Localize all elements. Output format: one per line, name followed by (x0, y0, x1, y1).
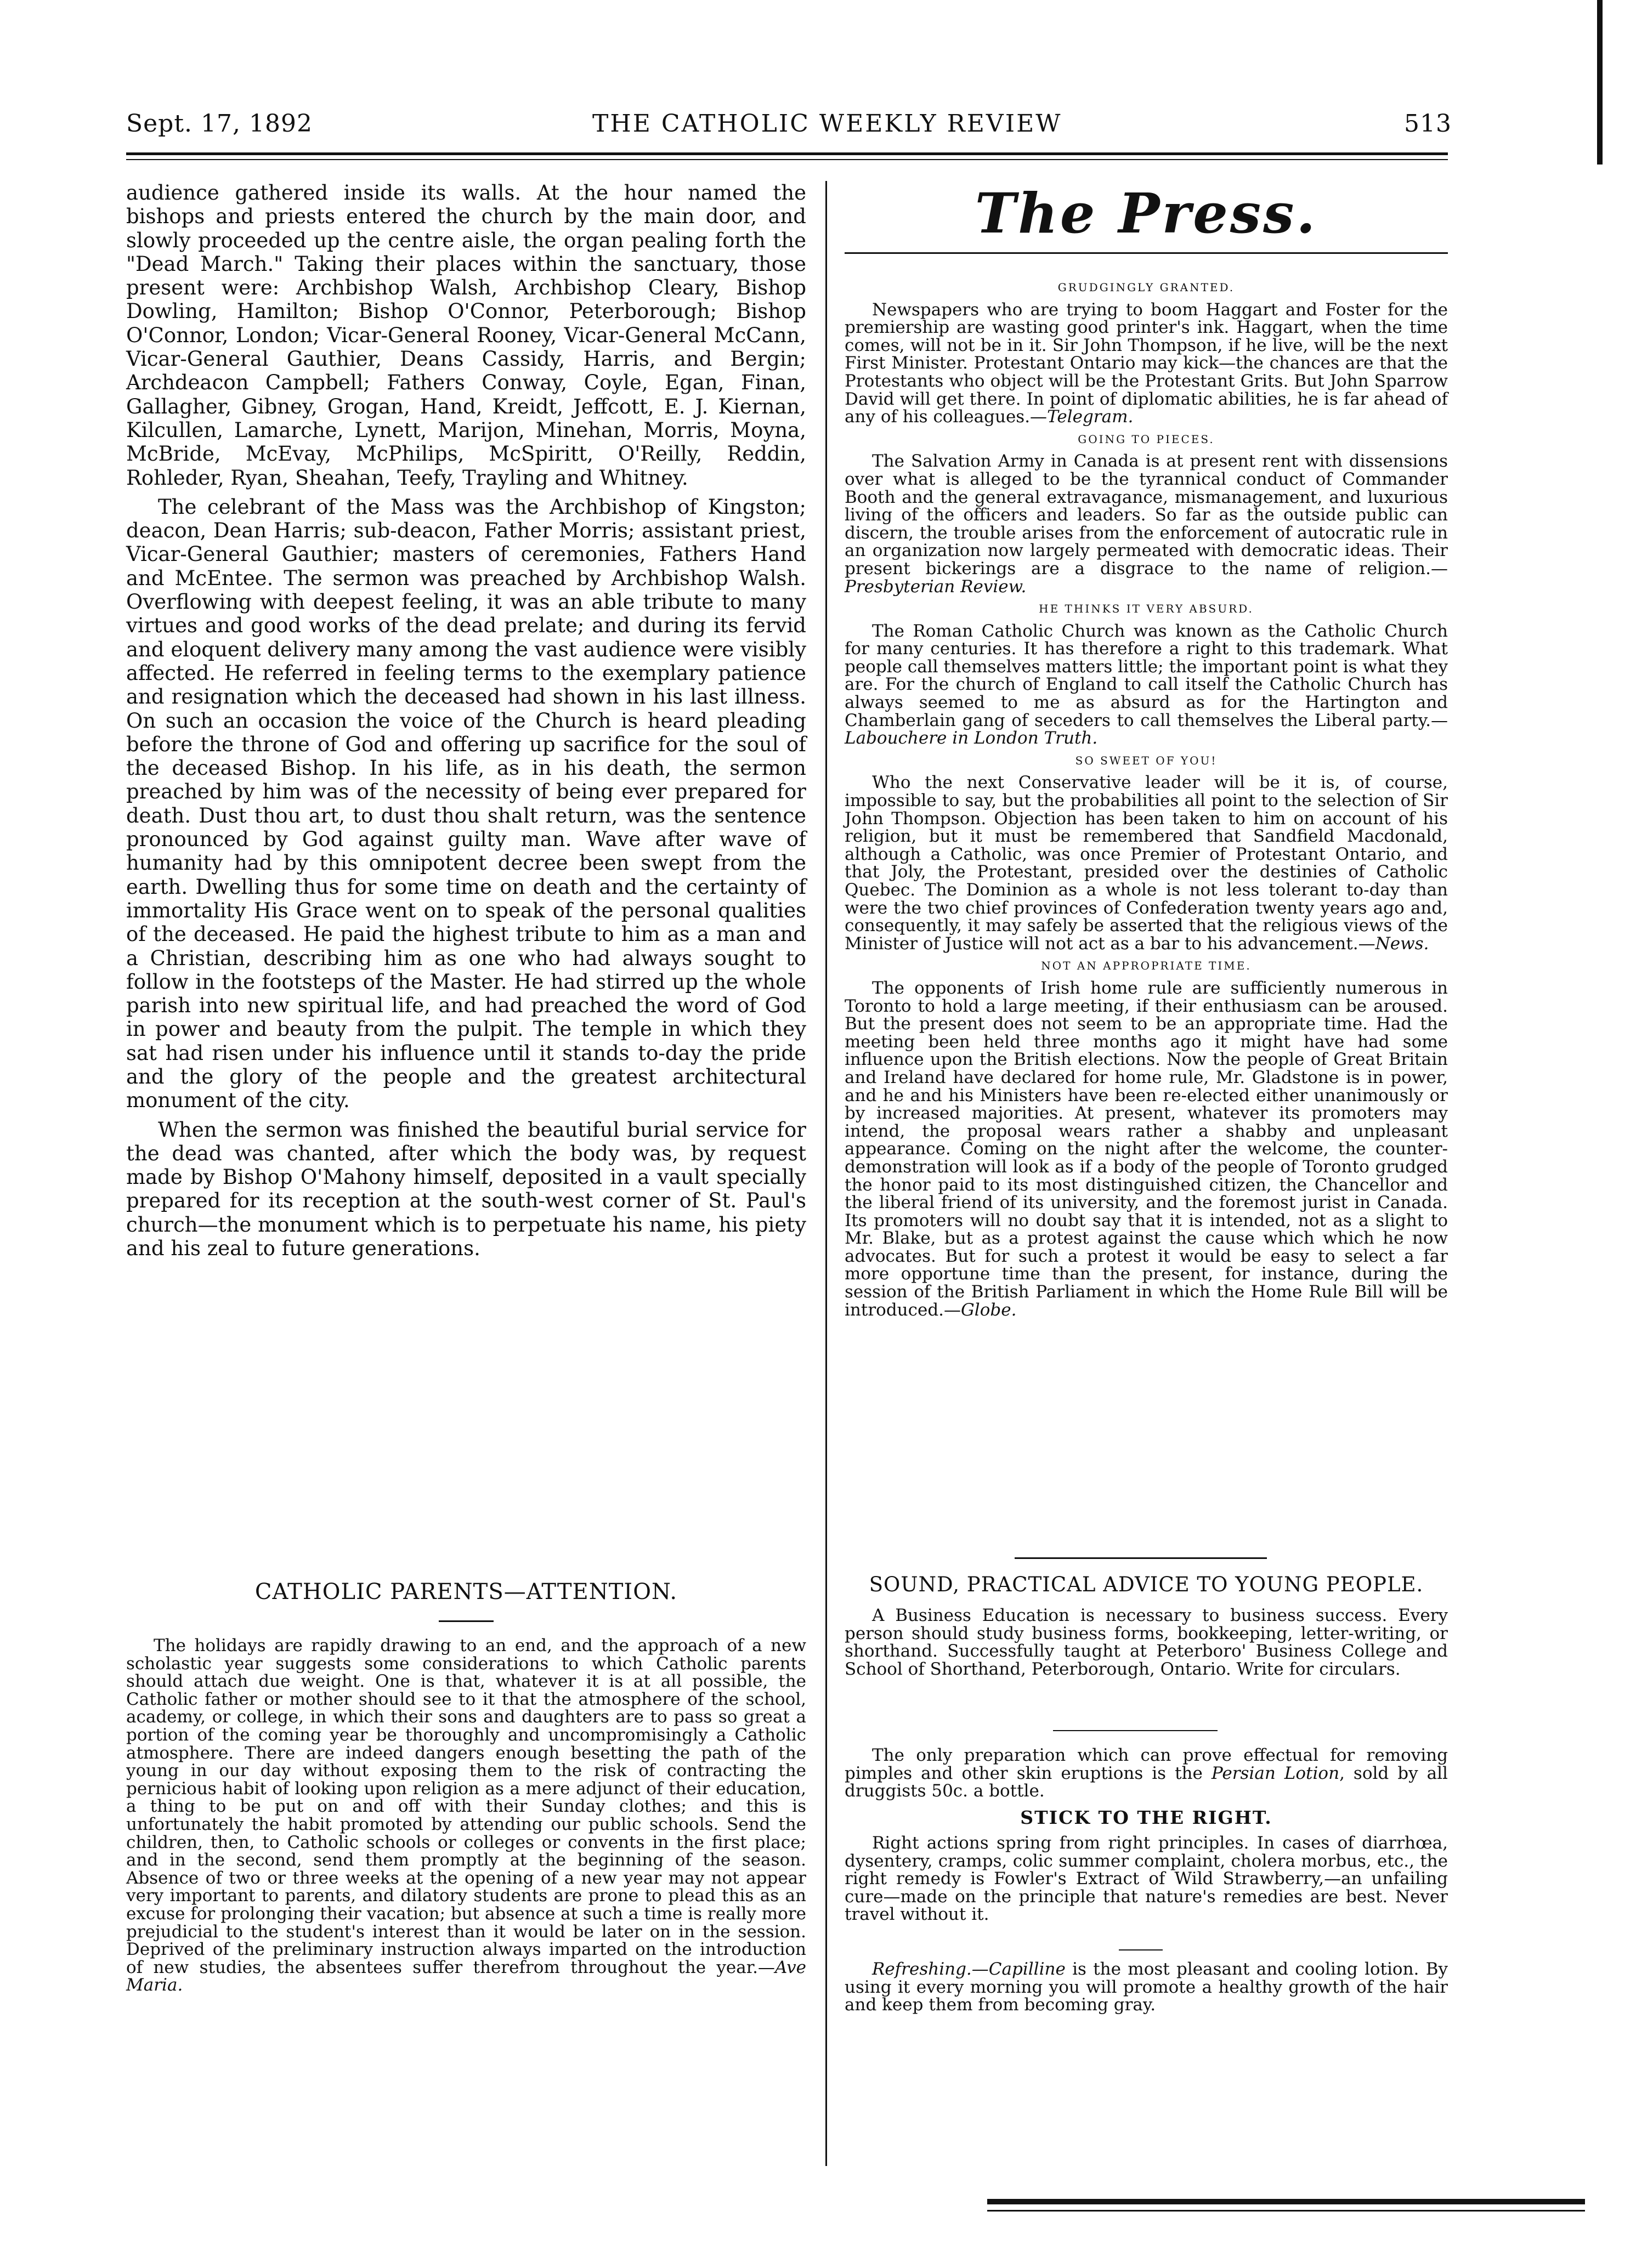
lotion-rule (1053, 1730, 1218, 1731)
very-absurd-source: Labouchere in London Truth. (845, 728, 1098, 749)
very-absurd-body: The Roman Catholic Church was known as the Catholic Church for many centuries. It has therefore a right to this trademark. What people call themselves matters little; the important point is what they are. For the church of England to call itself the Catholic Church has always seemed to me as absurd as for the Hartington and Chamberlain gang of seceders to call themselves the Liberal party.— (845, 621, 1448, 730)
so-sweet-source: News. (1375, 933, 1429, 954)
grudgingly-granted-source: Telegram. (1047, 407, 1134, 427)
going-to-pieces-head: GOING TO PIECES. (1078, 432, 1215, 446)
press-title: The Press. (975, 181, 1318, 246)
margin-bar (1597, 0, 1603, 165)
stick-body: Right actions spring from right principles. In cases of diarrhœa, dysentery, cramps, colic summer complaint, cholera morbus, etc., the right remedy is Fowler's Extract of Wild Strawberry,—an unfailing cure—made on the principle that nature's remedies are best. Never travel without it. (845, 1833, 1448, 1925)
funeral-paragraph-2: The celebrant of the Mass was the Archbishop of Kingston; deacon, Dean Harris; sub-deacon, Father Morris; assistant priest, Vicar-General Gauthier; masters of ceremonies, Fathers Hand and McEntee. The sermon was preached by Archbishop Walsh. Overflowing with deepest feeling, it was an able tribute to many virtues and good works of the dead prelate; and during its fervid and eloquent delivery many among the vast audience were visibly affected. He referred in feeling terms to the exemplary patience and resignation which the deceased had shown in his last illness. On such an occasion the voice of the Church is heard pleading before the throne of God and offering up sacrifice for the soul of the deceased Bishop. In his life, as in his death, the sermon preached by him was of the necessity of being ever prepared for death. Dust thou art, to dust thou shalt return, was the sentence pronounced by God against guilty man. Wave after wave of humanity had by this omnipotent decree been swept from the earth. Dwelling thus for some time on death and the certainty of immortality His Grace went on to speak of the personal qualities of the deceased. He paid the highest tribute to him as a man and a Christian, describing him as one who had always sought to follow in the footsteps of the Master. He had stirred up the whole parish into new spiritual life, and had preached the word of God in power and beauty from the pulpit. The temple in which they sat had risen under his influence until it stands to-day the pride and the glory of the people and the greatest architectural monument of the city. (126, 495, 806, 1113)
refresh-rule (1119, 1949, 1163, 1951)
header-page-number: 513 (1404, 110, 1452, 138)
header-rule-thin (126, 159, 1448, 160)
press-rule (845, 252, 1448, 254)
parents-rule (439, 1620, 494, 1622)
lotion-article (845, 1747, 1448, 1804)
stick-title: STICK TO THE RIGHT. (1020, 1807, 1272, 1828)
grudgingly-granted-body: Newspapers who are trying to boom Haggart and Foster for the premiership are wasting good printer's ink. Haggart, when the time comes, will not be in it. Sir John Thompson, if he live, will be the next First Minister. Protestant Ontario may kick—the chances are that the Protestants who object will be the Protestant Grits. But John Sparrow David will get there. In point of diplomatic abilities, he is far ahead of any of his colleagues.— (845, 299, 1448, 427)
parents-article (126, 1637, 806, 1998)
so-sweet-body: Who the next Conservative leader will be it is, of course, impossible to say, but the probabilities all point to the selection of Sir John Thompson. Objection has been taken to him on account of his religion, but it must be remembered that Sandfield Macdonald, although a Catholic, was once Premier of Protestant Ontario, and that Joly, the Protestant, presided over the destinies of Catholic Quebec. The Dominion as a whole is not less tolerant to-day than were the two chief provinces of Confederation twenty years ago and, consequently, it may safely be asserted that the religious views of the Minister of Justice will not act as a bar to his advancement.— (845, 773, 1448, 954)
very-absurd-head: HE THINKS IT VERY ABSURD. (1039, 602, 1254, 616)
so-sweet-head: SO SWEET OF YOU! (1075, 753, 1218, 767)
advice-title: SOUND, PRACTICAL ADVICE TO YOUNG PEOPLE. (869, 1573, 1424, 1596)
funeral-paragraph-3: When the sermon was finished the beautiful burial service for the dead was chanted, after which the body was, by request made by Bishop O'Mahony himself, deposited in a vault specially prepared for its reception at the south-west corner of St. Paul's church—the monument which is to perpetuate his name, his piety and his zeal to future generations. (126, 1118, 806, 1261)
lotion-pre: The only preparation which can prove effectual for removing pimples and other skin eruptions is the (845, 1745, 1448, 1783)
column-divider (825, 181, 827, 2166)
not-appropriate-body: The opponents of Irish home rule are sufficiently numerous in Toronto to hold a large meeting, if their enthusiasm can be aroused. But the present does not seem to be an appropriate time. Had the meeting been held three months ago it might have had some influence upon the British elections. Now the people of Great Britain and Ireland have declared for home rule, Mr. Gladstone is in power, and he and his Ministers have been re-elected either unanimously or by increased majorities. At present, whatever its promoters may intend, the proposal wears rather a shabby and unpleasant appearance. Coming on the night after the welcome, the counter-demonstration will look as if a body of the people of Toronto grudged the honor paid to its most distinguished citizen, the Chancellor and the liberal friend of its university, and the foremost jurist in Canada. Its promoters will no doubt say that it is intended, not as a slight to Mr. Blake, but as a protest against the cause which which he now advocates. But for such a protest it would be easy to select a far more opportune time than the present, for instance, during the session of the British Parliament in which the Home Rule Bill will be introduced.— (845, 978, 1448, 1320)
refresh-article (845, 1960, 1448, 2017)
going-to-pieces-source: Presbyterian Review. (845, 576, 1027, 597)
footer-rule-thick (987, 2199, 1585, 2204)
header-date: Sept. 17, 1892 (126, 110, 313, 138)
lotion-name: Persian Lotion (1211, 1763, 1340, 1783)
press-column (845, 274, 1448, 1322)
funeral-paragraph-1: audience gathered inside its walls. At the hour named the bishops and priests entered the church by the main door, and slowly proceeded up the centre aisle, the organ pealing forth the "Dead March." Taking their places within the sanctuary, those present were: Archbishop Walsh, Archbishop Cleary, Bishop Dowling, Hamilton; Bishop O'Connor, Peterborough; Bishop O'Connor, London; Vicar-General Rooney, Vicar-General McCann, Vicar-General Gauthier, Deans Cassidy, Harris, and Bergin; Archdeacon Campbell; Fathers Conway, Coyle, Egan, Finan, Gallagher, Gibney, Grogan, Hand, Kreidt, Jeffcott, E. J. Kiernan, Kilcullen, Lamarche, Lynett, Marijon, Minehan, Morris, Moyna, McBride, McEvay, McPhilips, McSpiritt, O'Reilly, Reddin, Rohleder, Ryan, Sheahan, Teefy, Trayling and Whitney. (126, 181, 806, 490)
grudgingly-granted-head: GRUDGINGLY GRANTED. (1057, 281, 1235, 294)
stick-article (845, 1834, 1448, 1927)
parents-source: Ave Maria. (126, 1957, 806, 1995)
refresh-label: Refreshing.—Capilline (872, 1959, 1066, 1979)
advice-rule-top (1015, 1557, 1267, 1559)
left-column (126, 181, 806, 1266)
lotion-post: , sold by all druggists 50c. a bottle. (845, 1763, 1448, 1801)
parents-title: CATHOLIC PARENTS—ATTENTION. (254, 1579, 678, 1604)
advice-body: A Business Education is necessary to business success. Every person should study business forms, bookkeeping, letter-writing, or shorthand. Successfully taught at Peterboro' Business College and School of Shorthand, Peterborough, Ontario. Write for circulars. (845, 1606, 1448, 1679)
footer-rule-thin (987, 2210, 1585, 2212)
advice-article (845, 1607, 1448, 1681)
header-publication: THE CATHOLIC WEEKLY REVIEW (592, 110, 1062, 138)
not-appropriate-head: NOT AN APPROPRIATE TIME. (1041, 959, 1252, 973)
parents-body: The holidays are rapidly drawing to an end, and the approach of a new scholastic year suggests some considerations to which Catholic parents should attach due weight. One is that, whatever it is at all possible, the Catholic father or mother should see to it that the atmosphere of the school, academy, or college, in which their sons and daughters are to pass so great a portion of the coming year be thoroughly and uncompromisingly a Catholic atmosphere. There are indeed dangers enough besetting the path of the young in our day without exposing them to the risk of contracting the pernicious habit of looking upon religion as a mere adjunct of their education, a thing to be put on and off with their Sunday clothes; and this is unfortunately the habit promoted by attending our public schools. Send the children, then, to Catholic schools or colleges or convents in the first place; and in the second, send them promptly at the beginning of the season. Absence of two or three weeks at the opening of a new year may not appear very important to parents, and dilatory students are prone to plead this as an excuse for prolonging their vacation; but absence at such a time is really more prejudicial to the student's interest than it would be later on in the session. Deprived of the preliminary instruction always imparted on the introduction of new studies, the absentees suffer therefrom throughout the year.— (126, 1636, 806, 1977)
not-appropriate-source: Globe. (961, 1300, 1017, 1320)
going-to-pieces-body: The Salvation Army in Canada is at present rent with dissensions over what is alleged to be the tyrannical conduct of Commander Booth and the general extravagance, mismanagement, and luxurious living of the officers and leaders. So far as the outside public can discern, the trouble arises from the enforcement of autocratic rule in an organization now largely permeated with democratic ideas. Their present bickerings are a disgrace to the name of religion.— (845, 451, 1448, 579)
refresh-body: is the most pleasant and cooling lotion. By using it every morning you will promote a healthy growth of the hair and keep them from becoming gray. (845, 1959, 1448, 2015)
header-rule-thick (126, 152, 1448, 155)
